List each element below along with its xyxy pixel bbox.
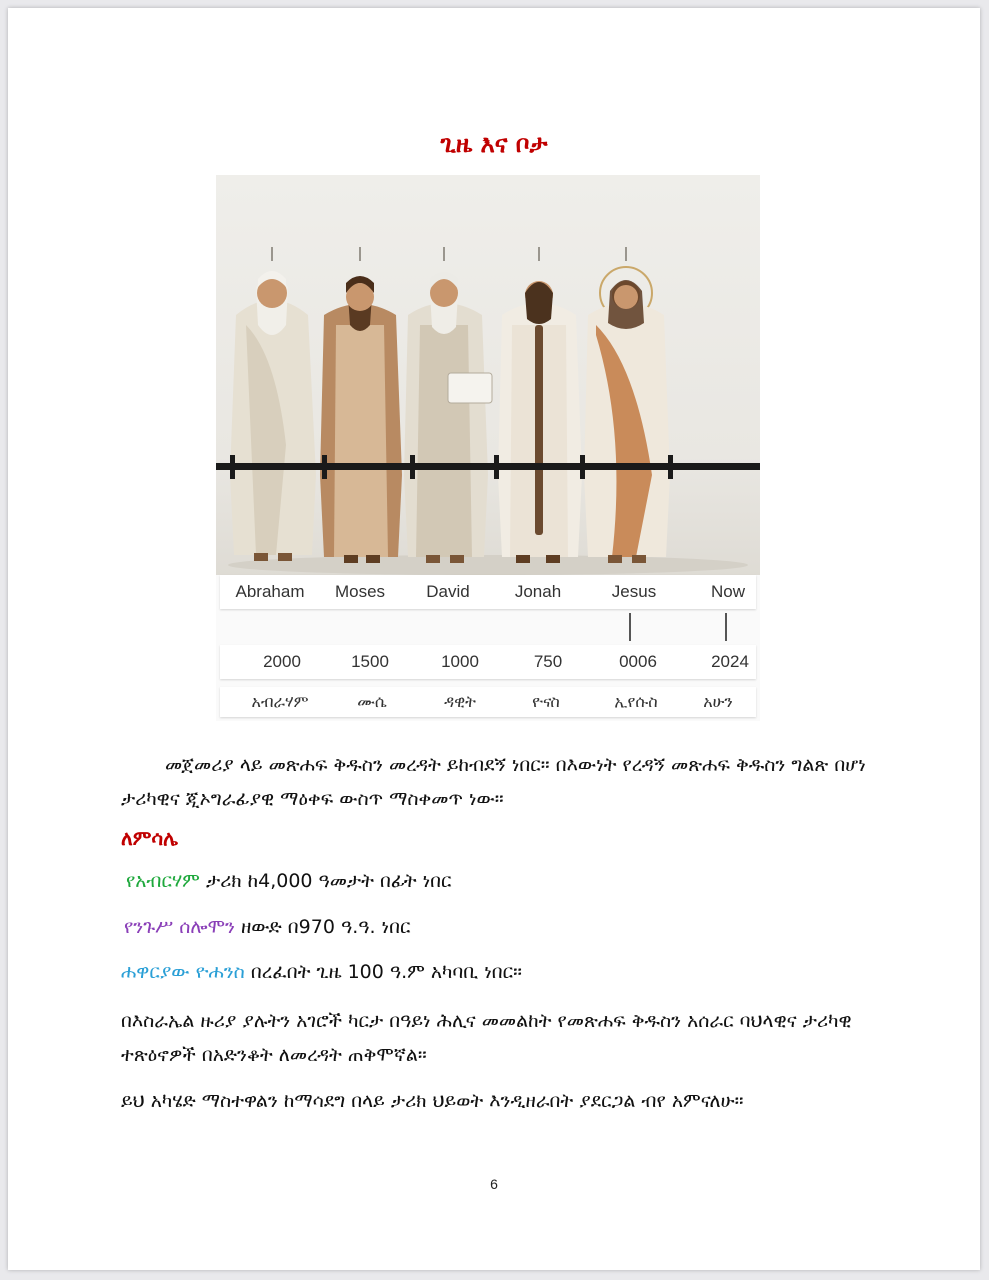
timeline-tick <box>725 613 727 641</box>
amharic-label: ዳዊት <box>444 692 476 711</box>
example-heading: ለምሳሌ <box>121 826 178 850</box>
amharic-label: ሙሴ <box>357 692 387 711</box>
name-label: David <box>426 582 470 601</box>
year-label: 750 <box>533 652 563 671</box>
page-number: 6 <box>490 1176 498 1192</box>
amharic-label: ዮናስ <box>532 692 560 711</box>
closing-paragraph: ይህ አካሄድ ማስተዋልን ከማሳደግ በላይ ታሪክ ህይወት እንዲዘራበት ያደርጋል ብየ አምናለሁ። <box>121 1090 744 1112</box>
map-paragraph: በእስራኤል ዙሪያ ያሉትን አገሮች ካርታ በዓይነ ሕሊና መመልከት የመጽሐፍ ቅዱስን አሰራር ባህላዊና ታሪካዊ ተጽዕኖዎች በአድንቆት ለመረዳት ጠቅሞኛል። <box>121 1010 852 1066</box>
figure-abraham <box>230 271 316 561</box>
amharic-label: አብራሃም <box>251 692 309 711</box>
figure-jesus <box>584 267 670 563</box>
intro-paragraph: መጀመሪያ ላይ መጽሐፍ ቅዱስን መረዳት ይከብደኝ ነበር። በእውነት የረዳኝ መጽሐፍ ቅዱስን ግልጽ በሆነ ታሪካዊና ጂኦግራፊያዊ ማዕቀፍ ውስጥ ማስቀመጥ ነው። <box>121 754 866 810</box>
figures-artwork <box>216 175 760 577</box>
name-label: Abraham <box>235 582 305 601</box>
figure-jonah <box>498 281 582 563</box>
page-title: ጊዜ እና ቦታ <box>440 130 548 158</box>
year-label: 1000 <box>441 652 479 671</box>
example-line <box>121 961 522 983</box>
example-line <box>124 916 410 938</box>
timeline-illustration <box>216 175 760 721</box>
figure-david <box>404 272 492 563</box>
names-row <box>220 575 756 609</box>
illustration-scene <box>216 175 760 577</box>
year-label: 2000 <box>263 652 301 671</box>
example-highlight: የንጉሥ ሰሎሞን <box>124 916 235 938</box>
amharic-label: ኢየሱስ <box>614 692 658 711</box>
year-label: 1500 <box>351 652 389 671</box>
name-label: Jonah <box>514 582 562 601</box>
example-highlight: የአብርሃም <box>126 870 200 892</box>
years-row <box>220 645 756 679</box>
name-label: Moses <box>334 582 386 601</box>
amharic-label: አሁን <box>703 692 733 711</box>
name-label: Now <box>710 582 745 601</box>
document-page <box>8 8 980 1270</box>
name-label: Jesus <box>611 582 657 601</box>
example-highlight: ሐዋርያው ዮሐንስ <box>121 961 245 983</box>
year-label: 2024 <box>711 652 749 671</box>
example-text: ታሪክ ከ4,000 ዓመታት በፊት ነበር <box>199 870 452 892</box>
example-text: ዘውድ በ970 ዓ.ዓ. ነበር <box>234 916 411 938</box>
year-label: 0006 <box>619 652 657 671</box>
example-text: በረፈበት ጊዜ 100 ዓ.ም አካባቢ ነበር። <box>244 961 523 983</box>
timeline-tick <box>629 613 631 641</box>
example-line <box>126 870 452 892</box>
figure-moses <box>320 276 402 563</box>
amharic-row <box>220 687 756 717</box>
